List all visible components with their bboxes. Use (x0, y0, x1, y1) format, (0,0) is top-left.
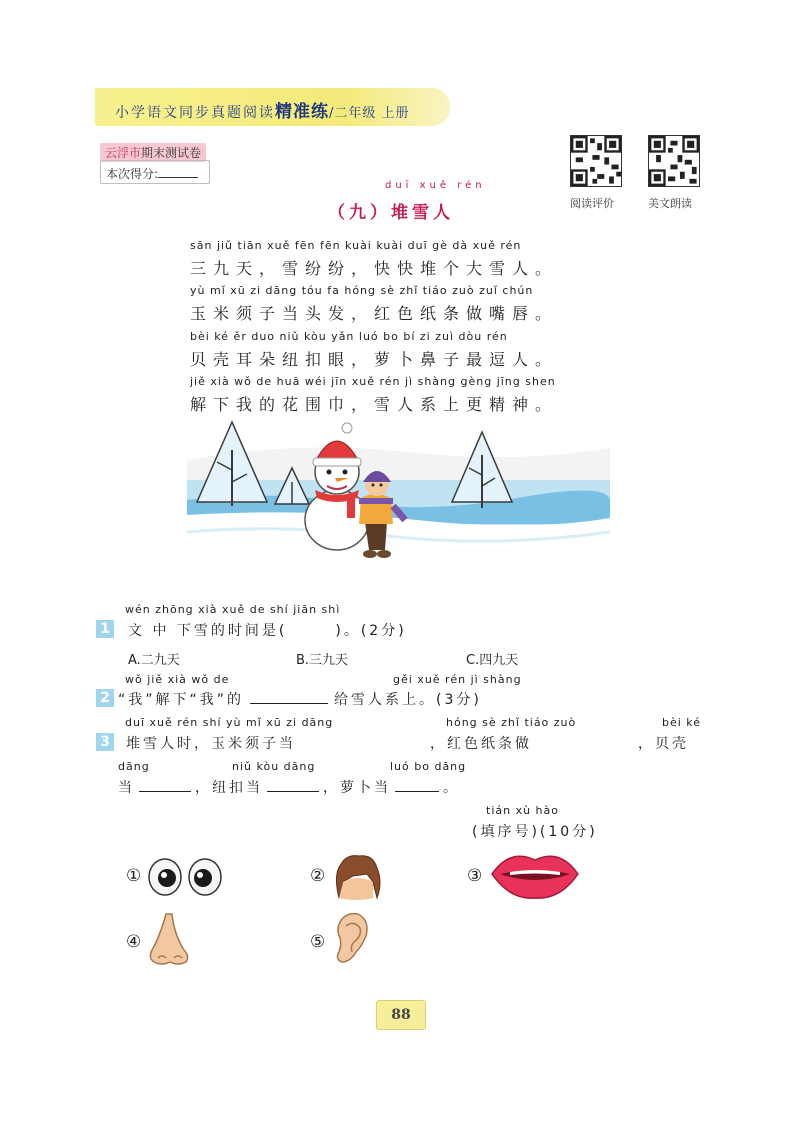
q3-text-2d: 。 (443, 780, 460, 796)
q3-blank-ear[interactable] (139, 779, 191, 792)
q3-blank-eye[interactable] (267, 779, 319, 792)
q3-text-1c: ，贝壳 (638, 736, 689, 752)
q2-number: 2 (96, 689, 114, 707)
option-num-2: ② (310, 866, 326, 886)
q1-answer-blank[interactable] (287, 623, 335, 635)
series-title (115, 97, 410, 122)
poem-pinyin-3: bèi ké ěr duo niǔ kòu yǎn luó bo bí zi zuì dòu rén (190, 330, 508, 343)
q3-pinyin-1a: duī xuě rén shí yù mǐ xū zi dāng (125, 716, 334, 729)
eyes-icon[interactable] (147, 854, 225, 900)
qr-code-icon (648, 135, 700, 187)
qr-block-1[interactable] (570, 135, 622, 211)
q2-text-a: “我”解下“我”的 (118, 692, 245, 708)
title-pinyin: duī xuě rén (385, 180, 486, 191)
option-num-5: ⑤ (310, 932, 326, 952)
qr-code-icon (570, 135, 622, 187)
q2-text (118, 689, 482, 709)
q1-option-c[interactable]: C.四九天 (466, 653, 519, 668)
q1-option-a[interactable]: A.二九天 (128, 653, 180, 668)
option-num-3: ③ (467, 866, 483, 886)
q3-blank-nose[interactable] (395, 779, 439, 792)
score-box (100, 160, 210, 184)
poem-pinyin-1: sān jiǔ tiān xuě fēn fēn kuài kuài duī gè dà xuě rén (190, 239, 522, 252)
page-title: （九）堆雪人 (328, 203, 454, 223)
q3-text-2a: 当 (118, 780, 135, 796)
poem-pinyin-2: yù mǐ xū zi dāng tóu fa hóng sè zhǐ tiáo zuò zuǐ chún (190, 284, 534, 297)
poem-line-1: 三九天，雪纷纷，快快堆个大雪人。 (190, 259, 559, 278)
q3-pinyin-2c: luó bo dāng (390, 760, 467, 773)
nose-icon[interactable] (146, 912, 192, 968)
poem-pinyin-4: jiě xià wǒ de huā wéi jīn xuě rén jì shàng gèng jīng shen (190, 375, 556, 388)
q3-text-2b: ，纽扣当 (195, 780, 263, 796)
poem-line-3: 贝壳耳朵纽扣眼，萝卜鼻子最逗人。 (190, 350, 559, 369)
poem-line-2: 玉米须子当头发，红色纸条做嘴唇。 (190, 304, 559, 323)
q3-pinyin-1c: bèi ké (662, 716, 702, 729)
option-num-1: ① (126, 866, 142, 886)
qr-caption-1: 阅读评价 (570, 197, 614, 210)
q2-answer-blank[interactable] (250, 691, 328, 704)
q2-pinyin-a: wǒ jiě xià wǒ de (125, 673, 230, 686)
q3-pinyin-2a: dāng (118, 760, 150, 773)
snowman-illustration (187, 420, 610, 566)
q3-text-2c: ，萝卜当 (323, 780, 391, 796)
q3-pinyin-1b: hóng sè zhǐ tiáo zuò (446, 716, 577, 729)
lips-icon[interactable] (488, 846, 582, 902)
q2-text-b: 给雪人系上。(3分) (334, 692, 482, 708)
ear-icon[interactable] (332, 912, 370, 966)
score-blank[interactable] (158, 166, 198, 178)
series-emphasis: 精准练 (275, 102, 329, 122)
q3-fill-instruction: (填序号)(10分) (472, 824, 598, 840)
q1-number: 1 (96, 620, 114, 638)
q2-pinyin-b: gěi xuě rén jì shàng (393, 673, 522, 686)
q1-text-b: )。(2分) (335, 623, 407, 639)
exam-city: 云浮市 (105, 146, 142, 160)
q1-text-a: 文 中 下雪的时间是( (128, 623, 288, 639)
q1-pinyin: wén zhōng xià xuě de shí jiān shì (125, 603, 341, 616)
series-prefix: 小学语文同步真题阅读 (115, 105, 275, 121)
qr-caption-2: 美文朗读 (648, 197, 692, 210)
poem-line-4: 解下我的花围巾，雪人系上更精神。 (190, 395, 559, 414)
q3-line-2 (118, 777, 460, 797)
q1-text (128, 620, 407, 640)
q1-option-b[interactable]: B.三九天 (296, 653, 349, 668)
score-label: 本次得分: (106, 167, 159, 181)
q3-fill-pinyin: tián xù hào (486, 804, 559, 817)
q3-number: 3 (96, 733, 114, 751)
grade-label: /二年级 上册 (329, 106, 410, 121)
qr-block-2[interactable] (648, 135, 700, 211)
q3-text-1b: ，红色纸条做 (430, 736, 532, 752)
q3-pinyin-2b: niǔ kòu dāng (232, 760, 316, 773)
exam-type: 期末测试卷 (141, 146, 202, 160)
option-num-4: ④ (126, 932, 142, 952)
page-number: 88 (376, 1000, 426, 1030)
q3-text-1a: 堆雪人时，玉米须子当 (126, 736, 296, 752)
hair-icon[interactable] (331, 852, 383, 902)
